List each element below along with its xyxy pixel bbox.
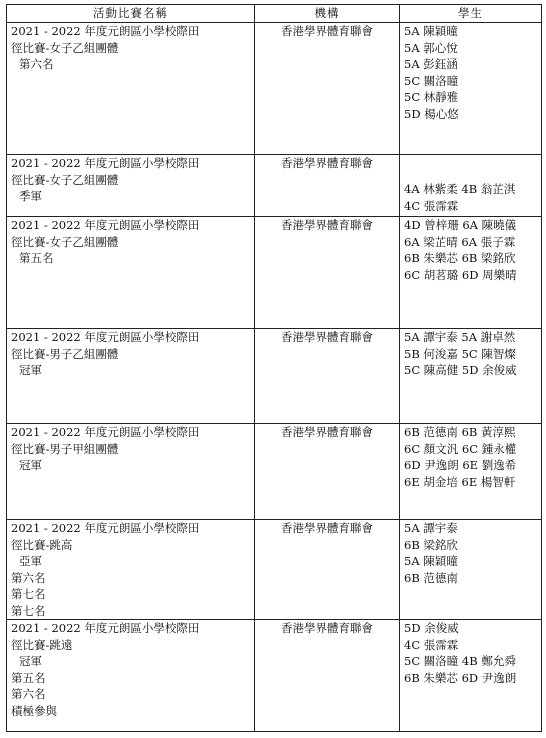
student-line: 6B 梁銘欣: [404, 537, 458, 552]
activity-line: 2021 - 2022 年度元朗區小學校際田: [11, 425, 200, 439]
activity-line: 2021 - 2022 年度元朗區小學校際田: [11, 218, 200, 232]
award-label: 第五名: [19, 251, 54, 265]
activity-line: 2021 - 2022 年度元朗區小學校際田: [11, 621, 200, 635]
table-row: [7, 329, 542, 424]
award-label: 冠軍: [19, 363, 42, 377]
table-row: [7, 217, 542, 329]
student-line: 5C 林靜雅: [404, 90, 459, 104]
student-line: 5D 楊心悠: [404, 106, 459, 121]
student-line: 6B 朱樂芯 6D 尹逸朗: [404, 670, 517, 685]
award-label: 第六名: [11, 687, 46, 701]
student-line: 5C 關洛瞳: [404, 73, 459, 88]
student-line: 5A 陳穎曈: [404, 24, 458, 38]
student-line: 5D 余俊威: [404, 621, 459, 635]
org-cell: 香港學界體育聯會: [255, 520, 400, 620]
award-label: 第六名: [19, 57, 54, 71]
header-activity: 活動比賽名稱: [7, 5, 255, 23]
award-label: 第六名: [11, 570, 46, 585]
students-cell: [400, 155, 542, 217]
activity-line: 徑比賽-男子乙組團體: [11, 346, 119, 361]
student-line: 4A 林紫柔 4B 翁芷淇: [404, 182, 516, 196]
student-line: 5A 譚宇泰 5A 謝卓然: [404, 330, 516, 344]
student-line: 6D 尹逸朗 6E 劉逸希: [404, 458, 517, 472]
activity-line: 2021 - 2022 年度元朗區小學校際田: [11, 156, 200, 170]
students-cell: [400, 23, 542, 155]
students-cell: [400, 520, 542, 620]
activity-cell: [7, 329, 255, 424]
activity-cell: [7, 23, 255, 155]
student-line: 5A 譚宇泰: [404, 521, 458, 535]
award-label: 第七名: [11, 603, 46, 618]
students-cell: [400, 217, 542, 329]
students-cell: [400, 620, 542, 732]
org-cell: 香港學界體育聯會: [255, 329, 400, 424]
student-line: 5C 關洛瞳 4B 鄭允舜: [404, 654, 516, 668]
activity-line: 2021 - 2022 年度元朗區小學校際田: [11, 330, 200, 344]
student-line: 6C 顏文汎 6C 鍾永權: [404, 441, 517, 456]
org-cell: 香港學界體育聯會: [255, 217, 400, 329]
award-label: 亞軍: [19, 554, 42, 568]
student-line: 4D 曾梓珊 6A 陳曉儀: [404, 218, 517, 232]
table-row: [7, 620, 542, 732]
student-line: 6A 梁芷晴 6A 張子霖: [404, 234, 516, 249]
student-line: 5A 郭心悅: [404, 40, 458, 55]
header-students: 學生: [400, 5, 542, 23]
org-cell: 香港學界體育聯會: [255, 155, 400, 217]
award-label: 第七名: [11, 587, 46, 601]
student-line: 4C 張霈霖: [404, 198, 459, 213]
activity-line: 徑比賽-跳遠: [11, 637, 73, 652]
activity-line: 2021 - 2022 年度元朗區小學校際田: [11, 521, 200, 535]
award-label: 第五名: [11, 670, 46, 685]
students-cell: [400, 424, 542, 520]
students-cell: [400, 329, 542, 424]
org-cell: 香港學界體育聯會: [255, 620, 400, 732]
student-line: 5A 彭鈺涵: [404, 57, 458, 71]
award-label: 積極參與: [11, 703, 57, 718]
student-line: 5B 何浚嘉 5C 陳智燦: [404, 346, 516, 361]
activity-line: 徑比賽-女子乙組團體: [11, 234, 119, 249]
award-label: 季軍: [19, 189, 42, 203]
table-row: [7, 23, 542, 155]
award-label: 冠軍: [19, 458, 42, 472]
org-cell: 香港學界體育聯會: [255, 424, 400, 520]
activity-line: 徑比賽-女子乙組團體: [11, 172, 119, 187]
student-line: 6B 范德南: [404, 570, 458, 585]
activity-line: 2021 - 2022 年度元朗區小學校際田: [11, 24, 200, 38]
activity-line: 徑比賽-女子乙組團體: [11, 40, 119, 55]
header-org: 機構: [255, 5, 400, 23]
student-line: 6C 胡茗璐 6D 周樂晴: [404, 267, 517, 282]
header-row: [7, 5, 542, 23]
awards-table: [6, 4, 542, 732]
activity-line: 徑比賽-男子甲組團體: [11, 441, 119, 456]
student-line: 6E 胡金培 6E 楊智軒: [404, 474, 516, 489]
student-line: 6B 朱樂芯 6B 梁銘欣: [404, 251, 516, 265]
award-label: 冠軍: [19, 654, 42, 668]
activity-cell: [7, 620, 255, 732]
activity-cell: [7, 155, 255, 217]
table-row: [7, 520, 542, 620]
activity-cell: [7, 424, 255, 520]
table-row: [7, 155, 542, 217]
activity-line: 徑比賽-跳高: [11, 537, 73, 552]
activity-cell: [7, 217, 255, 329]
student-line: 6B 范德南 6B 黃淳熙: [404, 425, 516, 439]
student-line: 4C 張霈霖: [404, 637, 459, 652]
student-line: 5C 陳高健 5D 余俊威: [404, 363, 517, 377]
table-row: [7, 424, 542, 520]
activity-cell: [7, 520, 255, 620]
student-line: 5A 陳穎曈: [404, 554, 458, 568]
org-cell: 香港學界體育聯會: [255, 23, 400, 155]
